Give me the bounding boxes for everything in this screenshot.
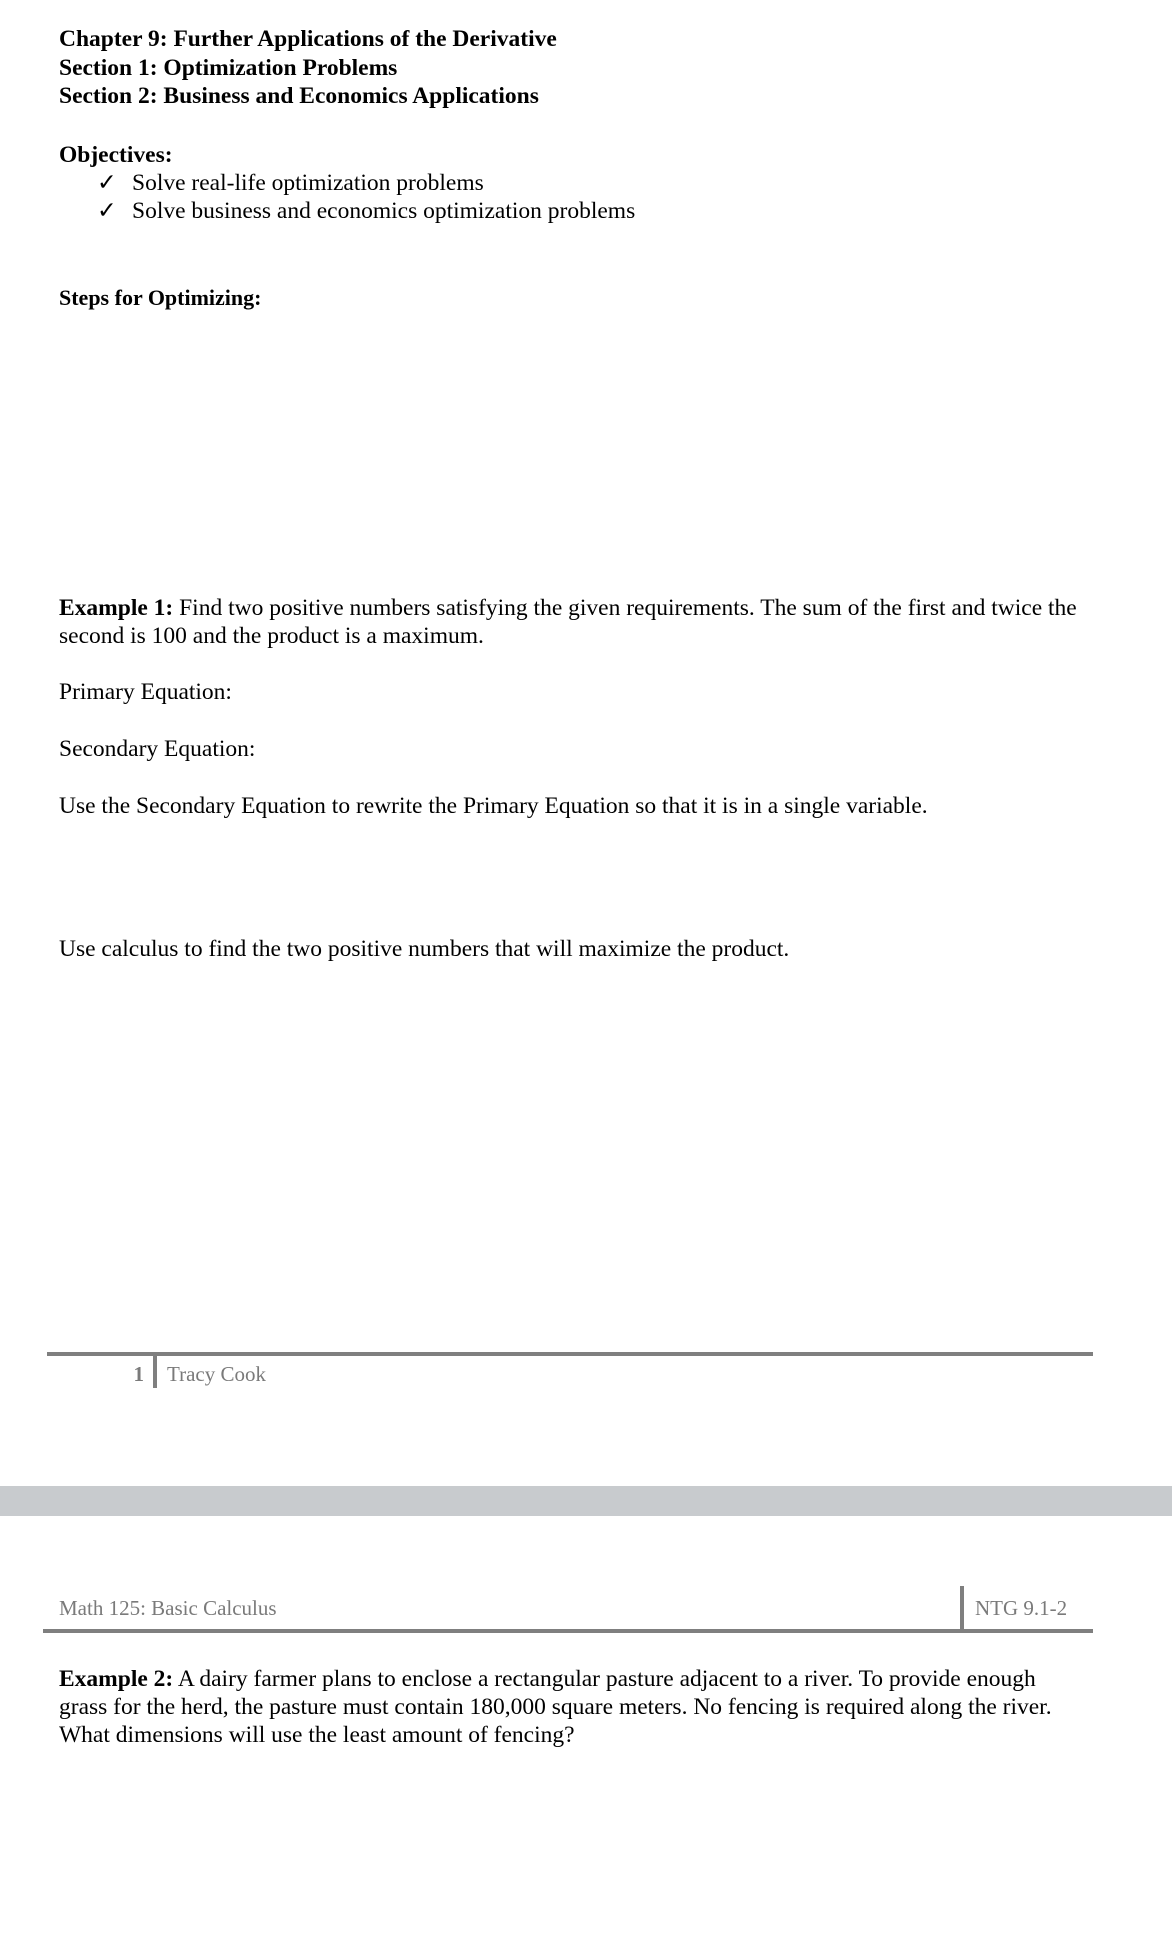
check-icon: ✓	[97, 170, 117, 196]
chapter-title: Chapter 9: Further Applications of the Derivative	[59, 26, 557, 52]
check-icon: ✓	[97, 198, 117, 224]
section-1-title: Section 1: Optimization Problems	[59, 55, 398, 81]
primary-equation-label: Primary Equation:	[59, 679, 232, 705]
example-2-text: A dairy farmer plans to enclose a rectangular pasture adjacent to a river. To provide enough grass for the herd, the pasture must contain 180,000 square meters. No fencing is required along the river. What dimensions will use the least amount of fencing?	[59, 1666, 1052, 1748]
footer-author: Tracy Cook	[167, 1362, 266, 1386]
calculus-instruction: Use calculus to find the two positive numbers that will maximize the product.	[59, 936, 790, 962]
steps-heading: Steps for Optimizing:	[59, 285, 262, 310]
example-1	[59, 594, 1079, 650]
section-2-title: Section 2: Business and Economics Applications	[59, 83, 539, 109]
rewrite-instruction: Use the Secondary Equation to rewrite the Primary Equation so that it is in a single variable.	[59, 793, 928, 819]
secondary-equation-label: Secondary Equation:	[59, 736, 256, 762]
example-1-label: Example 1:	[59, 595, 174, 621]
example-2	[59, 1665, 1079, 1749]
footer-divider	[153, 1356, 157, 1388]
header-course: Math 125: Basic Calculus	[59, 1596, 277, 1620]
header-rule	[43, 1629, 1093, 1633]
page-separator	[0, 1486, 1172, 1516]
example-1-text: Find two positive numbers satisfying the given requirements. The sum of the first and twice the second is 100 and the product is a maximum.	[59, 595, 1077, 649]
objective-item	[97, 169, 484, 198]
objective-text: Solve business and economics optimization problems	[132, 198, 636, 224]
header-divider	[960, 1586, 964, 1630]
objective-item	[97, 197, 635, 226]
example-2-label: Example 2:	[59, 1666, 174, 1692]
header-code: NTG 9.1-2	[975, 1596, 1068, 1620]
objectives-heading: Objectives:	[59, 142, 173, 168]
objective-text: Solve real-life optimization problems	[132, 170, 484, 196]
footer-page-number: 1	[133, 1362, 144, 1386]
footer-rule	[47, 1352, 1093, 1356]
